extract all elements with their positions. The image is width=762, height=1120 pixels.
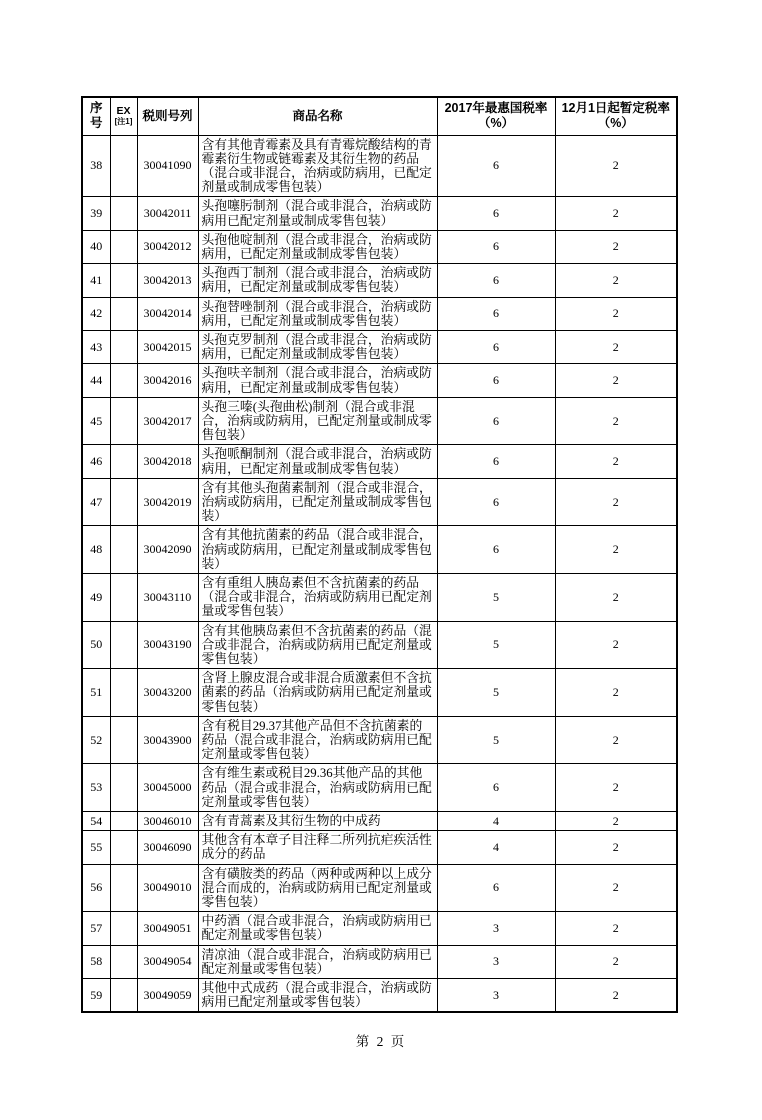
row-ex-cell — [110, 716, 137, 764]
table-row — [82, 445, 677, 478]
row-product-name-cell: 头孢三嗪(头孢曲松)制剂（混合或非混合，治病或防病用，已配定剂量或制成零售包装） — [198, 397, 437, 445]
row-product-name-cell: 含有维生素或税目29.36其他产品的其他药品（混合或非混合，治病或防病用已配定剂量或零售包装） — [198, 764, 437, 812]
row-tariff-code-cell: 30042015 — [137, 330, 198, 363]
row-ex-cell — [110, 135, 137, 197]
row-ex-cell — [110, 397, 137, 445]
row-provisional-rate-cell: 2 — [555, 864, 677, 912]
row-product-name-cell: 头孢替唑制剂（混合或非混合，治病或防病用，已配定剂量或制成零售包装） — [198, 297, 437, 330]
row-ex-cell — [110, 330, 137, 363]
row-ex-cell — [110, 526, 137, 574]
row-product-name-cell: 含有青蒿素及其衍生物的中成药 — [198, 812, 437, 831]
row-provisional-rate-cell: 2 — [555, 135, 677, 197]
row-provisional-rate-cell: 2 — [555, 397, 677, 445]
row-product-name-cell: 头孢他啶制剂（混合或非混合，治病或防病用，已配定剂量或制成零售包装） — [198, 230, 437, 263]
row-ex-cell — [110, 478, 137, 526]
row-ex-cell — [110, 297, 137, 330]
row-provisional-rate-cell: 2 — [555, 526, 677, 574]
row-seq-cell: 52 — [82, 716, 110, 764]
row-seq-cell: 51 — [82, 669, 110, 717]
row-seq-cell: 59 — [82, 979, 110, 1013]
column-header-seq: 序号 — [82, 97, 110, 135]
row-product-name-cell: 头孢克罗制剂（混合或非混合，治病或防病用，已配定剂量或制成零售包装） — [198, 330, 437, 363]
column-header-ex — [110, 97, 137, 135]
row-tariff-code-cell: 30043900 — [137, 716, 198, 764]
row-provisional-rate-cell: 2 — [555, 831, 677, 864]
table-header-row — [82, 97, 677, 135]
row-product-name-cell: 其他含有本章子目注释二所列抗疟疾活性成分的药品 — [198, 831, 437, 864]
page-number: 第 2 页 — [355, 1034, 407, 1049]
row-tariff-code-cell: 30043190 — [137, 621, 198, 669]
row-provisional-rate-cell: 2 — [555, 330, 677, 363]
row-provisional-rate-cell: 2 — [555, 716, 677, 764]
column-header-product-name: 商品名称 — [198, 97, 437, 135]
row-ex-cell — [110, 230, 137, 263]
table-row — [82, 945, 677, 978]
row-mfn-rate-cell: 5 — [437, 573, 555, 621]
row-tariff-code-cell: 30041090 — [137, 135, 198, 197]
table-row — [82, 812, 677, 831]
row-mfn-rate-cell: 6 — [437, 230, 555, 263]
row-product-name-cell: 含有其他抗菌素的药品（混合或非混合，治病或防病用，已配定剂量或制成零售包装） — [198, 526, 437, 574]
row-ex-cell — [110, 364, 137, 397]
table-row — [82, 397, 677, 445]
row-mfn-rate-cell: 6 — [437, 478, 555, 526]
row-mfn-rate-cell: 4 — [437, 831, 555, 864]
row-mfn-rate-cell: 5 — [437, 716, 555, 764]
row-tariff-code-cell: 30046090 — [137, 831, 198, 864]
row-ex-cell — [110, 573, 137, 621]
row-tariff-code-cell: 30042016 — [137, 364, 198, 397]
column-header-provisional-rate — [555, 97, 677, 135]
table-row — [82, 526, 677, 574]
row-provisional-rate-cell: 2 — [555, 573, 677, 621]
row-seq-cell: 44 — [82, 364, 110, 397]
row-tariff-code-cell: 30049051 — [137, 912, 198, 945]
row-ex-cell — [110, 445, 137, 478]
row-product-name-cell: 含肾上腺皮混合或非混合质激素但不含抗菌素的药品（治病或防病用已配定剂量或零售包装） — [198, 669, 437, 717]
row-product-name-cell: 含有其他头孢菌素制剂（混合或非混合，治病或防病用，已配定剂量或制成零售包装） — [198, 478, 437, 526]
row-ex-cell — [110, 912, 137, 945]
row-seq-cell: 49 — [82, 573, 110, 621]
row-mfn-rate-cell: 5 — [437, 669, 555, 717]
row-product-name-cell: 含有其他青霉素及具有青霉烷酸结构的青霉素衍生物或链霉素及其衍生物的药品（混合或非混合，治病或防病用，已配定剂量或制成零售包装） — [198, 135, 437, 197]
table-row — [82, 135, 677, 197]
row-provisional-rate-cell: 2 — [555, 812, 677, 831]
row-tariff-code-cell: 30042090 — [137, 526, 198, 574]
row-provisional-rate-cell: 2 — [555, 669, 677, 717]
row-ex-cell — [110, 945, 137, 978]
table-row — [82, 478, 677, 526]
row-provisional-rate-cell: 2 — [555, 912, 677, 945]
column-header-mfn-line1: 2017年最惠国税率 — [444, 101, 548, 116]
table-row — [82, 716, 677, 764]
row-tariff-code-cell: 30049054 — [137, 945, 198, 978]
column-header-ex-label: EX — [116, 105, 131, 118]
row-provisional-rate-cell: 2 — [555, 764, 677, 812]
column-header-mfn-line2: （%） — [477, 116, 515, 131]
column-header-provisional-line2: （%） — [597, 116, 634, 131]
row-seq-cell: 54 — [82, 812, 110, 831]
row-product-name-cell: 含有重组人胰岛素但不含抗菌素的药品（混合或非混合，治病或防病用已配定剂量或零售包装） — [198, 573, 437, 621]
row-seq-cell: 58 — [82, 945, 110, 978]
row-tariff-code-cell: 30042012 — [137, 230, 198, 263]
row-mfn-rate-cell: 6 — [437, 330, 555, 363]
row-ex-cell — [110, 812, 137, 831]
row-provisional-rate-cell: 2 — [555, 297, 677, 330]
table-row — [82, 264, 677, 297]
row-seq-cell: 46 — [82, 445, 110, 478]
column-header-ex-note: [注1] — [114, 117, 133, 127]
row-seq-cell: 39 — [82, 197, 110, 230]
row-tariff-code-cell: 30042011 — [137, 197, 198, 230]
row-ex-cell — [110, 979, 137, 1013]
row-mfn-rate-cell: 6 — [437, 197, 555, 230]
row-provisional-rate-cell: 2 — [555, 230, 677, 263]
row-product-name-cell: 头孢哌酮制剂（混合或非混合，治病或防病用，已配定剂量或制成零售包装） — [198, 445, 437, 478]
table-row — [82, 864, 677, 912]
row-provisional-rate-cell: 2 — [555, 478, 677, 526]
row-provisional-rate-cell: 2 — [555, 445, 677, 478]
table-row — [82, 764, 677, 812]
column-header-mfn-rate — [437, 97, 555, 135]
table-row — [82, 364, 677, 397]
row-product-name-cell: 头孢噻肟制剂（混合或非混合，治病或防病用已配定剂量或制成零售包装） — [198, 197, 437, 230]
row-provisional-rate-cell: 2 — [555, 197, 677, 230]
row-tariff-code-cell: 30042014 — [137, 297, 198, 330]
row-seq-cell: 40 — [82, 230, 110, 263]
row-product-name-cell: 清凉油（混合或非混合，治病或防病用已配定剂量或零售包装） — [198, 945, 437, 978]
row-seq-cell: 38 — [82, 135, 110, 197]
row-seq-cell: 50 — [82, 621, 110, 669]
row-provisional-rate-cell: 2 — [555, 264, 677, 297]
row-tariff-code-cell: 30043200 — [137, 669, 198, 717]
row-tariff-code-cell: 30049010 — [137, 864, 198, 912]
row-product-name-cell: 含有磺胺类的药品（两种或两种以上成分混合而成的，治病或防病用已配定剂量或零售包装） — [198, 864, 437, 912]
row-seq-cell: 56 — [82, 864, 110, 912]
column-header-provisional-line1: 12月1日起暂定税率 — [561, 101, 670, 116]
row-ex-cell — [110, 264, 137, 297]
row-mfn-rate-cell: 4 — [437, 812, 555, 831]
row-provisional-rate-cell: 2 — [555, 979, 677, 1013]
table-row — [82, 979, 677, 1013]
row-ex-cell — [110, 197, 137, 230]
table-row — [82, 573, 677, 621]
row-seq-cell: 47 — [82, 478, 110, 526]
row-seq-cell: 53 — [82, 764, 110, 812]
row-ex-cell — [110, 831, 137, 864]
table-row — [82, 831, 677, 864]
table-row — [82, 912, 677, 945]
table-row — [82, 230, 677, 263]
row-mfn-rate-cell: 6 — [437, 397, 555, 445]
row-mfn-rate-cell: 6 — [437, 445, 555, 478]
table-row — [82, 621, 677, 669]
row-tariff-code-cell: 30043110 — [137, 573, 198, 621]
row-seq-cell: 45 — [82, 397, 110, 445]
row-ex-cell — [110, 621, 137, 669]
row-product-name-cell: 其他中式成药（混合或非混合，治病或防病用已配定剂量或零售包装） — [198, 979, 437, 1013]
row-tariff-code-cell: 30042019 — [137, 478, 198, 526]
tariff-rate-table — [81, 96, 678, 1013]
row-tariff-code-cell: 30042013 — [137, 264, 198, 297]
row-mfn-rate-cell: 6 — [437, 526, 555, 574]
row-mfn-rate-cell: 6 — [437, 297, 555, 330]
row-tariff-code-cell: 30045000 — [137, 764, 198, 812]
row-tariff-code-cell: 30042017 — [137, 397, 198, 445]
row-product-name-cell: 头孢呋辛制剂（混合或非混合，治病或防病用，已配定剂量或制成零售包装） — [198, 364, 437, 397]
row-mfn-rate-cell: 6 — [437, 364, 555, 397]
row-seq-cell: 41 — [82, 264, 110, 297]
row-product-name-cell: 含有税目29.37其他产品但不含抗菌素的药品（混合或非混合，治病或防病用已配定剂量或零售包装） — [198, 716, 437, 764]
row-provisional-rate-cell: 2 — [555, 364, 677, 397]
row-mfn-rate-cell: 6 — [437, 864, 555, 912]
row-mfn-rate-cell: 5 — [437, 621, 555, 669]
row-product-name-cell: 含有其他胰岛素但不含抗菌素的药品（混合或非混合，治病或防病用已配定剂量或零售包装） — [198, 621, 437, 669]
row-mfn-rate-cell: 3 — [437, 979, 555, 1013]
row-seq-cell: 43 — [82, 330, 110, 363]
row-ex-cell — [110, 864, 137, 912]
table-row — [82, 297, 677, 330]
row-seq-cell: 48 — [82, 526, 110, 574]
row-seq-cell: 42 — [82, 297, 110, 330]
row-product-name-cell: 头孢西丁制剂（混合或非混合，治病或防病用，已配定剂量或制成零售包装） — [198, 264, 437, 297]
row-tariff-code-cell: 30046010 — [137, 812, 198, 831]
row-ex-cell — [110, 764, 137, 812]
row-mfn-rate-cell: 6 — [437, 135, 555, 197]
row-mfn-rate-cell: 6 — [437, 764, 555, 812]
row-ex-cell — [110, 669, 137, 717]
table-row — [82, 197, 677, 230]
table-row — [82, 330, 677, 363]
row-provisional-rate-cell: 2 — [555, 621, 677, 669]
row-product-name-cell: 中药酒（混合或非混合，治病或防病用已配定剂量或零售包装） — [198, 912, 437, 945]
row-seq-cell: 55 — [82, 831, 110, 864]
row-tariff-code-cell: 30042018 — [137, 445, 198, 478]
row-tariff-code-cell: 30049059 — [137, 979, 198, 1013]
column-header-tariff-code: 税则号列 — [137, 97, 198, 135]
row-mfn-rate-cell: 6 — [437, 264, 555, 297]
table-row — [82, 669, 677, 717]
row-provisional-rate-cell: 2 — [555, 945, 677, 978]
row-mfn-rate-cell: 3 — [437, 912, 555, 945]
row-mfn-rate-cell: 3 — [437, 945, 555, 978]
row-seq-cell: 57 — [82, 912, 110, 945]
